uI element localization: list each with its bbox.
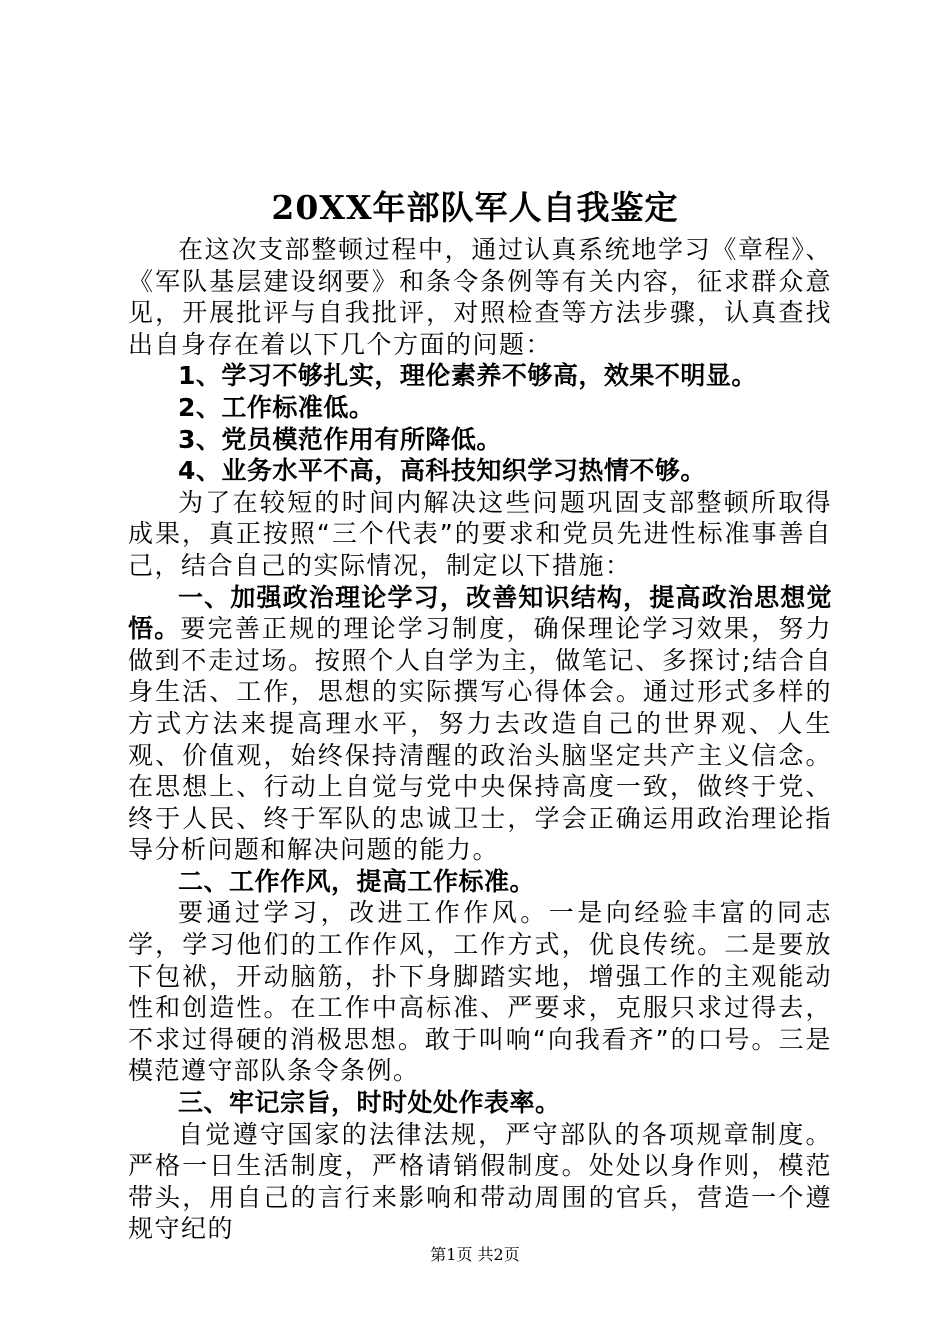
section1-paragraph [128,582,832,866]
intro-paragraph: 在这次支部整顿过程中，通过认真系统地学习《章程》、《军队基层建设纲要》和条令条例等有关内容，征求群众意见，开展批评与自我批评，对照检查等方法步骤，认真查找出自身存在着以下几个方面的问题： [128,235,832,359]
measures-intro-paragraph: 为了在较短的时间内解决这些问题巩固支部整顿所取得成果，真正按照“三个代表”的要求和党员先进性标准事善自己，结合自己的实际情况，制定以下措施： [128,487,832,580]
document-title: 20XX年部队军人自我鉴定 [271,188,679,227]
section2-body: 要通过学习，改进工作作风。一是向经验丰富的同志学，学习他们的工作作风，工作方式，优良传统。二是要放下包袱，开动脑筋，扑下身脚踏实地，增强工作的主观能动性和创造性。在工作中高标准、严要求，克服只求过得去，不求过得硬的消极思想。敢于叫响“向我看齐”的口号。三是模范遵守部队条令条例。 [128,898,832,1086]
problem-item-1: 1、学习不够扎实，理伦素养不够高，效果不明显。 [178,361,757,391]
problem-item-3: 3、党员模范作用有所降低。 [178,424,502,454]
problem-item-4: 4、业务水平不高，高科技知织学习热情不够。 [178,456,706,486]
problem-item-2: 2、工作标准低。 [178,392,375,422]
page-footer: 第1页 共2页 [430,1245,520,1264]
section1-body: 要完善正规的理论学习制度，确保理论学习效果，努力做到不走过场。按照个人自学为主，做笔记、多探讨;结合自身生活、工作，思想的实际撰写心得体会。通过形式多样的方式方法来提高理水平，努力去改造自己的世界观、人生观、价值观，始终保持清醒的政治头脑坚定共产主义信念。在思想上、行动上自觉与党中央保持高度一致，做终于党、终于人民、终于军队的忠诚卫士，学会正确运用政治理论指导分析问题和解决问题的能力。 [128,614,832,865]
section3-body: 自觉遵守国家的法律法规，严守部队的各项规章制度。严格一日生活制度，严格请销假制度。处处以身作则，模范带头，用自己的言行来影响和带动周围的官兵，营造一个遵规守纪的 [128,1119,832,1244]
document-body [128,234,832,1245]
section1-heading: 一、加强政治理论学习，改善知识结构，提高政治思想觉悟。 [128,582,832,644]
section2-heading: 二、工作作风，提高工作标准。 [178,866,536,896]
section3-heading: 三、牢记宗旨，时时处处作表率。 [178,1088,561,1118]
